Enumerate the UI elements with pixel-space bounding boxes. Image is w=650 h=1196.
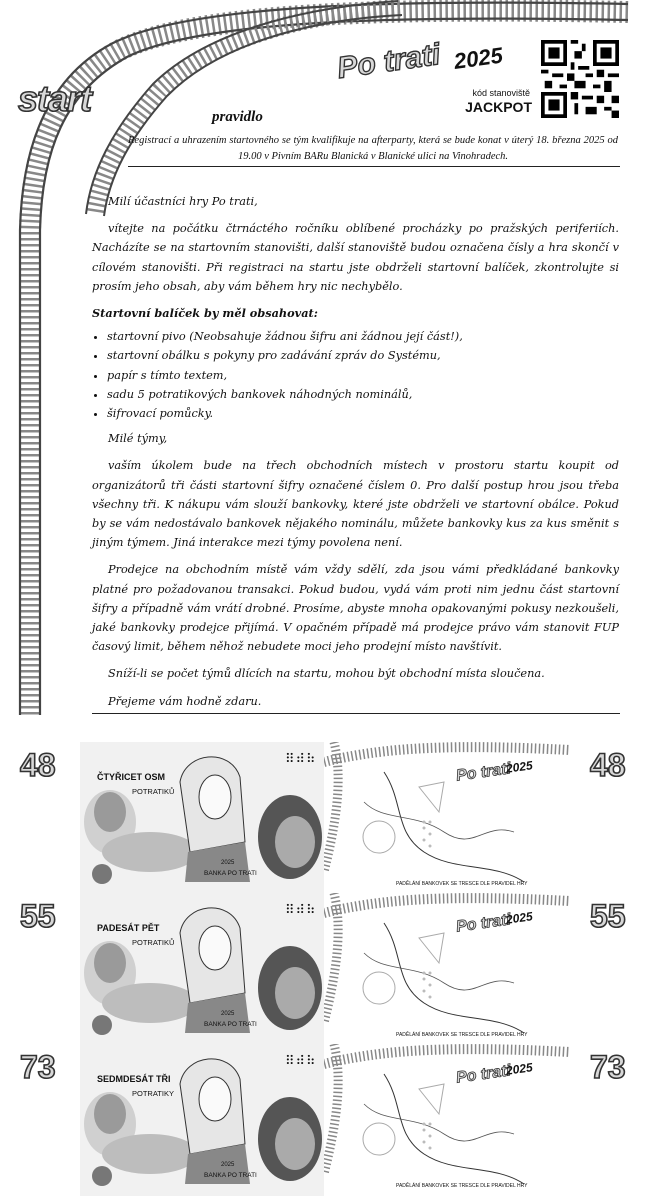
railway-map-illustration <box>324 1044 570 1196</box>
bank-name: BANKA PO TRATI <box>204 870 257 877</box>
denomination-words: ČTYŘICET OSM <box>97 772 166 782</box>
divider-bottom <box>92 713 620 714</box>
railway-map-illustration <box>324 742 570 894</box>
note-year: 2025 <box>221 1011 235 1017</box>
denomination-words: PADESÁT PĚT <box>97 923 160 933</box>
banknote-back <box>324 893 570 1045</box>
paragraph-task: vaším úkolem bude na třech obchodních místech v prostoru startu koupit od organizátorů tři části startovní šifry označené číslem 0. Pro další postup hrou jsou třeba všechny tři. K nákupu vám slouží bankovky, které jste obdrželi ve startovní obálce. Pokud by se vám nedostávalo bankovek nějakého nominálu, můžete bankovky kus za kus směnit s jiným týmem. Jiná interakce mezi týmy povolena není. <box>92 459 619 550</box>
banknote <box>80 893 570 1045</box>
divider-top <box>128 166 620 167</box>
rule-label: pravidlo <box>212 109 263 125</box>
game-year: 2025 <box>452 42 505 75</box>
braille-dots-icon: ⠿⠾⠷ <box>285 903 317 918</box>
note-game-title: Po trati <box>455 1062 512 1087</box>
braille-dots-icon: ⠿⠾⠷ <box>285 752 317 767</box>
paragraph-wish: Přejeme vám hodně zdaru. <box>108 694 262 708</box>
denomination-number-right: 48 <box>590 747 626 783</box>
note-year: 2025 <box>221 860 235 866</box>
letter-body <box>92 192 619 719</box>
note-game-year: 2025 <box>505 909 534 927</box>
railway-map-illustration <box>324 893 570 1045</box>
counterfeit-warning: PADĚLÁNÍ BANKOVEK SE TRESCE DLE PRAVIDEL HRY <box>396 1183 528 1189</box>
denomination-number-left: 48 <box>20 747 56 783</box>
note-game-year: 2025 <box>505 758 534 776</box>
paragraph-merge: Sníží-li se počet týmů dlících na startu, mohou být obchodní místa sloučena. <box>108 667 545 681</box>
denomination-number-left: 55 <box>20 898 56 934</box>
note-game-title: Po trati <box>455 760 512 785</box>
station-code-value: JACKPOT <box>465 99 532 115</box>
station-code-label: kód stanoviště <box>472 88 530 98</box>
note-game-year: 2025 <box>505 1060 534 1078</box>
list-item: • papír s tímto textem, <box>107 366 619 385</box>
currency-unit: POTRATIKŮ <box>132 938 175 947</box>
game-title: Po trati <box>335 37 443 86</box>
counterfeit-warning: PADĚLÁNÍ BANKOVEK SE TRESCE DLE PRAVIDEL HRY <box>396 881 528 887</box>
denomination-words: SEDMDESÁT TŘI <box>97 1074 171 1084</box>
braille-dots-icon: ⠿⠾⠷ <box>285 1054 317 1069</box>
banknote <box>80 742 570 894</box>
banknote <box>80 1044 570 1196</box>
package-heading: Startovní balíček by měl obsahovat: <box>92 306 318 321</box>
banknote-front <box>80 742 324 894</box>
registration-note: Registrací a uhrazením startovného se tým kvalifikuje na afterparty, která se bude konat v úterý 18. března 2025 od 19.00 v Pivním BARu Blanická v Blanické ulici na Vinohradech. <box>128 135 618 162</box>
start-word: start <box>18 78 92 119</box>
bank-name: BANKA PO TRATI <box>204 1172 257 1179</box>
denomination-number-left: 73 <box>20 1049 56 1085</box>
banknote-front <box>80 893 324 1045</box>
banknote-front <box>80 1044 324 1196</box>
package-list <box>92 327 619 423</box>
list-item: • startovní obálku s pokyny pro zadávání zpráv do Systému, <box>107 346 619 365</box>
currency-unit: POTRATIKY <box>132 1089 174 1098</box>
paragraph-seller: Prodejce na obchodním místě vám vždy sdělí, zda jsou vámi předkládané bankovky platné pro požadovanou transakci. Pokud budou, vydá vám proti nim jednu část startovní šifry a případně vám vrátí drobné. Prosíme, abyste mnoha opakovanými pokusy nezkoušeli, jaké bankovky prodejce přijímá. V opačném případě má prodejce právo vám stanovit FUP časový limit, během něhož nebudete moci jeho prodejní místo navštívit. <box>92 563 619 654</box>
qr-code-icon <box>541 40 619 118</box>
greeting-teams: Milé týmy, <box>108 432 168 446</box>
note-year: 2025 <box>221 1162 235 1168</box>
greeting: Milí účastníci hry Po trati, <box>108 195 258 208</box>
list-item: • šifrovací pomůcky. <box>107 404 619 423</box>
list-item: • startovní pivo (Neobsahuje žádnou šifru ani žádnou její část!), <box>107 327 619 346</box>
counterfeit-warning: PADĚLÁNÍ BANKOVEK SE TRESCE DLE PRAVIDEL HRY <box>396 1032 528 1038</box>
paragraph-intro: vítejte na počátku čtrnáctého ročníku oblíbené procházky po pražských periferiích. Nacházíte se na startovním stanovišti, další stanoviště budou označena čísly a hra skončí v cílovém stanovišti. Při registraci na startu jste obdrželi startovní balíček, zkontrolujte si prosím jeho obsah, aby vám během hry nic nechybělo. <box>92 222 619 293</box>
denomination-number-right: 55 <box>590 898 626 934</box>
banknote-back <box>324 1044 570 1196</box>
list-item: • sadu 5 potratikových bankovek náhodných nominálů, <box>107 385 619 404</box>
currency-unit: POTRATIKŮ <box>132 787 175 796</box>
banknote-back <box>324 742 570 894</box>
denomination-number-right: 73 <box>590 1049 626 1085</box>
bank-name: BANKA PO TRATI <box>204 1021 257 1028</box>
note-game-title: Po trati <box>455 911 512 936</box>
